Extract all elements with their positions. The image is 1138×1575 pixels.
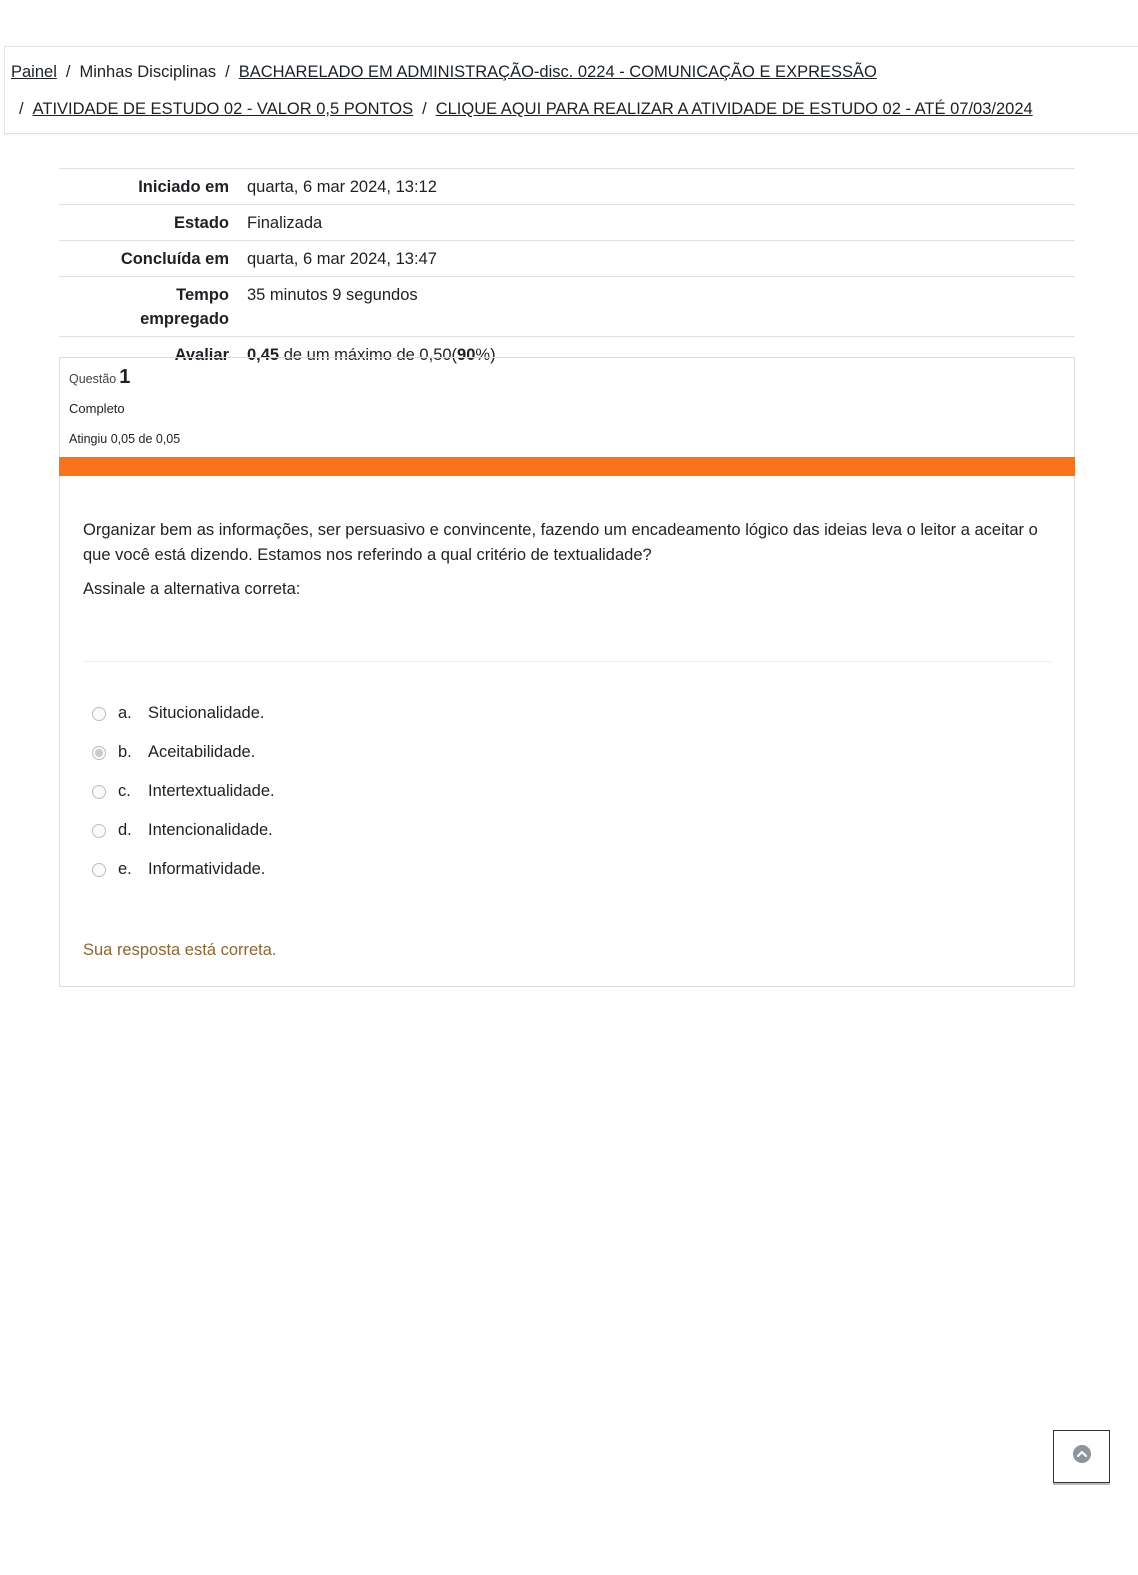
state-value: Finalizada: [238, 205, 1075, 241]
answer-option-c[interactable]: [92, 772, 275, 811]
time-label: [59, 277, 238, 337]
radio-button[interactable]: [92, 785, 106, 799]
breadcrumb-separator: /: [225, 63, 230, 81]
answer-option-d[interactable]: [92, 811, 275, 850]
breadcrumb: [4, 46, 1138, 134]
grade-score: 0,45: [247, 346, 280, 364]
answer-letter: a.: [118, 704, 132, 722]
answer-option-e[interactable]: [92, 850, 275, 889]
question-card: [59, 357, 1075, 987]
breadcrumb-separator: /: [65, 63, 71, 81]
answer-letter: e.: [118, 860, 132, 878]
answer-text: Situcionalidade.: [148, 704, 265, 722]
completed-value: quarta, 6 mar 2024, 13:47: [238, 241, 1075, 277]
answer-text: Intencionalidade.: [148, 821, 273, 839]
answer-letter: d.: [118, 821, 132, 839]
question-state: Completo: [69, 401, 125, 416]
time-value: 35 minutos 9 segundos: [238, 277, 1075, 337]
breadcrumb-line-1: [11, 63, 877, 82]
scroll-to-top-button[interactable]: [1053, 1430, 1110, 1483]
breadcrumb-line-2: [19, 100, 1033, 119]
answer-text: Intertextualidade.: [148, 782, 275, 800]
chevron-up-circle-icon: [1073, 1445, 1091, 1468]
state-label: Estado: [59, 205, 238, 241]
question-body: Organizar bem as informações, ser persuasivo e convincente, fazendo um encadeamento lógico das ideias leva o leitor a aceitar o que você está dizendo. Estamos nos referindo a qual critério de textualidade?: [83, 521, 1038, 564]
grade-percent-end: %): [475, 346, 496, 364]
question-accent-bar: [59, 457, 1075, 476]
started-label: Iniciado em: [59, 169, 238, 205]
question-grade: Atingiu 0,05 de 0,05: [69, 432, 181, 446]
breadcrumb-painel-link[interactable]: Painel: [11, 63, 57, 81]
answer-option-b[interactable]: [92, 733, 275, 772]
radio-button[interactable]: [92, 707, 106, 721]
breadcrumb-separator: /: [19, 100, 24, 118]
summary-row-time: [59, 277, 1075, 337]
question-number-value: 1: [119, 366, 131, 388]
answer-option-a[interactable]: [92, 694, 275, 733]
started-value: quarta, 6 mar 2024, 13:12: [238, 169, 1075, 205]
answer-feedback: Sua resposta está correta.: [83, 941, 277, 959]
breadcrumb-quiz-link[interactable]: CLIQUE AQUI PARA REALIZAR A ATIVIDADE DE ESTUDO 02 - ATÉ 07/03/2024: [435, 100, 1033, 118]
grade-label: Avaliar: [59, 337, 238, 373]
time-label-line-1: Tempo: [176, 286, 229, 304]
grade-percent: 90: [457, 346, 476, 364]
summary-row-started: [59, 169, 1075, 205]
answer-letter: b.: [118, 743, 132, 761]
question-divider: [83, 661, 1051, 662]
breadcrumb-separator: /: [422, 100, 427, 118]
summary-row-completed: [59, 241, 1075, 277]
radio-button[interactable]: [92, 824, 106, 838]
breadcrumb-activity-link[interactable]: ATIVIDADE DE ESTUDO 02 - VALOR 0,5 PONTOS: [32, 100, 414, 118]
question-prompt: Assinale a alternativa correta:: [83, 580, 301, 598]
breadcrumb-course-link[interactable]: BACHARELADO EM ADMINISTRAÇÃO-disc. 0224 - COMUNICAÇÃO E EXPRESSÃO: [238, 63, 877, 81]
answer-letter: c.: [118, 782, 131, 800]
question-text: [83, 518, 1053, 611]
time-label-line-2: empregado: [140, 310, 229, 328]
radio-button[interactable]: [92, 863, 106, 877]
answer-list: [92, 694, 275, 889]
radio-button-selected[interactable]: [92, 746, 106, 760]
question-number: [69, 366, 130, 389]
attempt-summary-table: [59, 168, 1075, 372]
grade-max-text: de um máximo de 0,50(: [279, 346, 458, 364]
breadcrumb-minhas-disciplinas: Minhas Disciplinas: [79, 63, 217, 81]
answer-text: Informatividade.: [148, 860, 266, 878]
answer-text: Aceitabilidade.: [148, 743, 256, 761]
completed-label: Concluída em: [59, 241, 238, 277]
question-label: Questão: [69, 372, 117, 386]
summary-row-state: [59, 205, 1075, 241]
